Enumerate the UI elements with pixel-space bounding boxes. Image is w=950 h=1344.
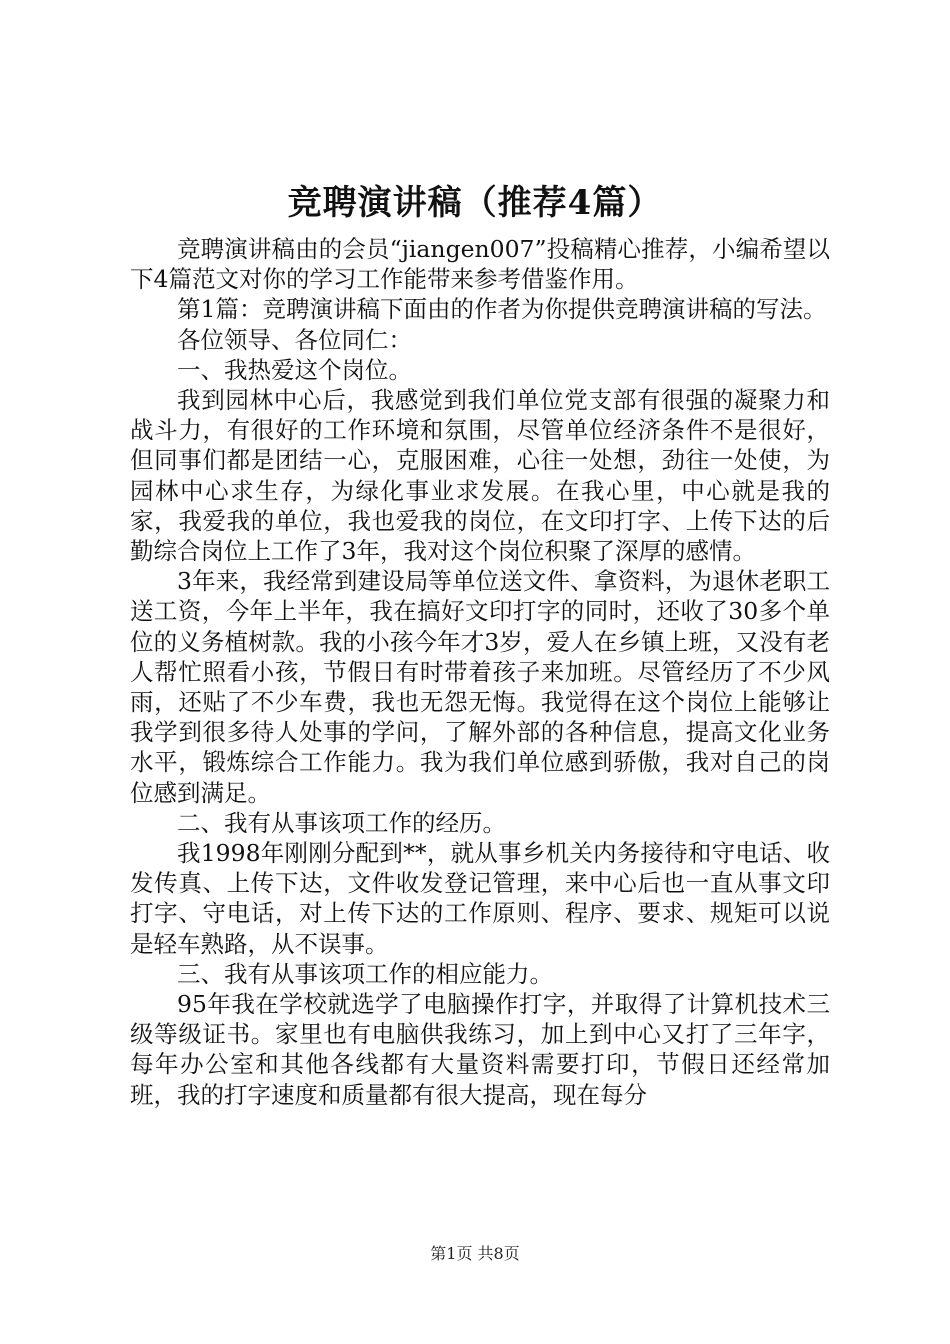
paragraph-experience: 我1998年刚刚分配到**，就从事乡机关内务接待和守电话、收发传真、上传下达，文件收发登记管理，来中心后也一直从事文印打字、守电话，对上传下达的工作原则、程序、要求、规矩可以说是轻车熟路，从不误事。 xyxy=(130,839,830,958)
paragraph-love-post: 我到园林中心后，我感觉到我们单位党支部有很强的凝聚力和战斗力，有很好的工作环境和氛围，尽管单位经济条件不是很好，但同事们都是团结一心，克服困难，心往一处想，劲往一处使，为园林中心求生存，为绿化事业求发展。在我心里，中心就是我的家，我爱我的单位，我也爱我的岗位，在文印打字、上传下达的后勤综合岗位上工作了3年，我对这个岗位积聚了深厚的感情。 xyxy=(130,386,830,566)
paragraph-ability: 95年我在学校就选学了电脑操作打字，并取得了计算机技术三级等级证书。家里也有电脑供我练习，加上到中心又打了三年字，每年办公室和其他各线都有大量资料需要打印，节假日还经常加班，我的打字速度和质量都有很大提高，现在每分 xyxy=(130,990,830,1109)
section-heading-1: 一、我热爱这个岗位。 xyxy=(177,355,412,384)
paragraph-three-years: 3年来，我经常到建设局等单位送文件、拿资料，为退休老职工送工资，今年上半年，我在搞好文印打字的同时，还收了30多个单位的义务植树款。我的小孩今年才3岁，爱人在乡镇上班，又没有老人帮忙照看小孩，节假日有时带着孩子来加班。尽管经历了不少风雨，还贴了不少车费，我也无怨无悔。我觉得在这个岗位上能够让我学到很多待人处事的学问，了解外部的各种信息，提高文化业务水平，锻炼综合工作能力。我为我们单位感到骄傲，我对自己的岗位感到满足。 xyxy=(130,567,830,807)
paragraph-salutation: 各位领导、各位同仁： xyxy=(177,325,412,354)
document-title: 竞聘演讲稿（推荐4篇） xyxy=(287,183,663,223)
section-heading-2: 二、我有从事该项工作的经历。 xyxy=(177,808,506,837)
paragraph-intro: 竞聘演讲稿由的会员“jiangen007”投稿精心推荐，小编希望以下4篇范文对你的学习工作能带来参考借鉴作用。 xyxy=(130,235,830,294)
paragraph-part-1-heading: 第1篇：竞聘演讲稿下面由的作者为你提供竞聘演讲稿的写法。 xyxy=(177,295,827,324)
section-heading-3: 三、我有从事该项工作的相应能力。 xyxy=(177,959,553,988)
document-body xyxy=(130,234,830,1110)
page-footer: 第1页 共8页 xyxy=(430,1244,520,1263)
